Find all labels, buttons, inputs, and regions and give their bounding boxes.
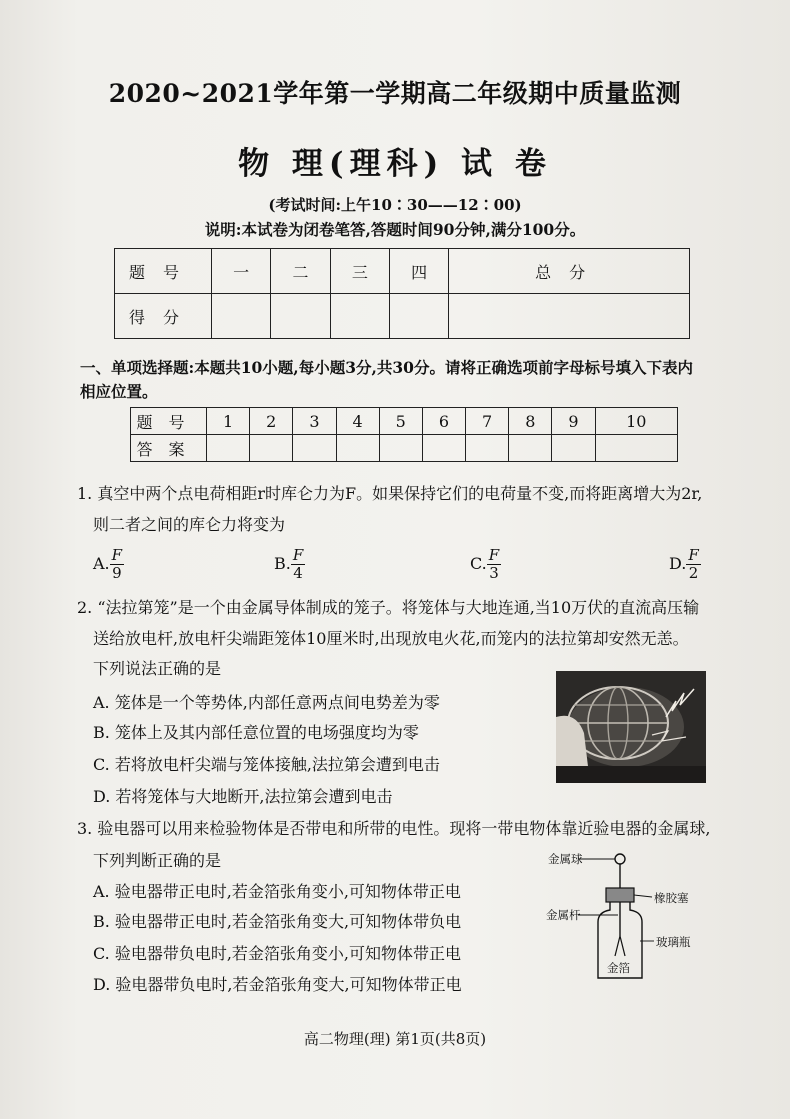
answer-cell: 4	[336, 408, 379, 435]
question-2-prompt: 下列说法正确的是	[93, 659, 222, 678]
question-1-option-c: C. $\frac{F}{3}$	[470, 546, 500, 582]
answer-input-cell[interactable]	[250, 435, 293, 462]
score-input-cell[interactable]	[212, 294, 271, 339]
question-2-text-cont: 送给放电杆,放电杆尖端距笼体10厘米时,出现放电火花,而笼内的法拉第却安然无恙。	[93, 629, 689, 648]
score-input-cell[interactable]	[389, 294, 448, 339]
answer-cell: 3	[293, 408, 336, 435]
question-3-prompt: 下列判断正确的是	[93, 851, 222, 870]
score-input-cell[interactable]	[271, 294, 330, 339]
answer-cell: 7	[466, 408, 509, 435]
faraday-cage-photo	[556, 671, 706, 783]
exam-title: 2020~2021学年第一学期高二年级期中质量监测	[108, 79, 682, 108]
answer-cell: 答案	[131, 435, 207, 462]
answer-cell: 8	[509, 408, 552, 435]
score-cell: 三	[330, 249, 389, 294]
score-cell: 一	[212, 249, 271, 294]
answer-input-cell[interactable]	[207, 435, 250, 462]
question-3-option-c: C. 验电器带负电时,若金箔张角变小,可知物体带正电	[93, 944, 462, 963]
answer-cell: 9	[552, 408, 595, 435]
score-cell: 二	[271, 249, 330, 294]
exam-subtitle: 物 理(理科) 试 卷	[238, 146, 552, 182]
question-3-option-b: B. 验电器带正电时,若金箔张角变大,可知物体带负电	[93, 912, 462, 931]
score-table-score-row	[115, 294, 690, 339]
answer-table	[130, 407, 678, 462]
question-1-text-cont: 则二者之间的库仑力将变为	[93, 515, 286, 534]
question-2-option-b: B. 笼体上及其内部任意位置的电场强度均为零	[93, 723, 419, 742]
question-2-text: 2. “法拉第笼”是一个由金属导体制成的笼子。将笼体与大地连通,当10万伏的直流高压输	[77, 598, 700, 617]
exam-note: 说明:本试卷为闭卷笔答,答题时间90分钟,满分100分。	[204, 220, 586, 239]
answer-table-header-row	[131, 408, 678, 435]
score-table	[114, 248, 690, 339]
answer-cell: 题号	[131, 408, 207, 435]
score-cell: 四	[389, 249, 448, 294]
page-footer: 高二物理(理) 第1页(共8页)	[303, 1030, 487, 1048]
electroscope-diagram	[540, 846, 720, 996]
question-3-option-a: A. 验电器带正电时,若金箔张角变小,可知物体带正电	[93, 882, 461, 901]
faraday-cage-image	[556, 671, 706, 783]
answer-cell: 5	[379, 408, 422, 435]
score-input-cell[interactable]	[449, 294, 690, 339]
answer-input-cell[interactable]	[466, 435, 509, 462]
section-heading-cont: 相应位置。	[80, 382, 158, 401]
label-gold-foil: 金箔	[607, 961, 630, 975]
answer-input-cell[interactable]	[422, 435, 465, 462]
score-input-cell[interactable]	[330, 294, 389, 339]
question-1-option-b: B. $\frac{F}{4}$	[274, 546, 304, 582]
question-1-option-a: A. $\frac{F}{9}$	[93, 546, 123, 582]
section-heading: 一、单项选择题:本题共10小题,每小题3分,共30分。请将正确选项前字母标号填入下表内	[80, 358, 693, 377]
question-3-option-d: D. 验电器带负电时,若金箔张角变大,可知物体带正电	[93, 975, 462, 994]
question-2-option-d: D. 若将笼体与大地断开,法拉第会遭到电击	[93, 787, 393, 806]
score-cell: 题号	[115, 249, 212, 294]
score-cell: 得分	[115, 294, 212, 339]
answer-cell: 1	[207, 408, 250, 435]
question-1-text: 1. 真空中两个点电荷相距r时库仑力为F。如果保持它们的电荷量不变,而将距离增大为2r,	[77, 484, 703, 503]
score-table-header-row	[115, 249, 690, 294]
exam-time: (考试时间:上午10∶30——12∶00)	[268, 196, 522, 214]
answer-table-answer-row	[131, 435, 678, 462]
answer-cell: 10	[595, 408, 677, 435]
question-2-option-a: A. 笼体是一个等势体,内部任意两点间电势差为零	[93, 693, 440, 712]
answer-cell: 2	[250, 408, 293, 435]
label-metal-rod: 金属杆	[546, 908, 581, 922]
question-2-option-c: C. 若将放电杆尖端与笼体接触,法拉第会遭到电击	[93, 755, 440, 774]
answer-input-cell[interactable]	[595, 435, 677, 462]
label-rubber-stopper: 橡胶塞	[654, 891, 689, 905]
answer-input-cell[interactable]	[293, 435, 336, 462]
question-1-option-d: D. $\frac{F}{2}$	[669, 546, 699, 582]
answer-input-cell[interactable]	[336, 435, 379, 462]
answer-input-cell[interactable]	[552, 435, 595, 462]
score-cell: 总分	[449, 249, 690, 294]
answer-cell: 6	[422, 408, 465, 435]
question-3-text: 3. 验电器可以用来检验物体是否带电和所带的电性。现将一带电物体靠近验电器的金属球,	[77, 819, 711, 838]
answer-input-cell[interactable]	[379, 435, 422, 462]
label-metal-ball: 金属球	[548, 852, 583, 866]
label-glass-bottle: 玻璃瓶	[656, 935, 691, 949]
answer-input-cell[interactable]	[509, 435, 552, 462]
